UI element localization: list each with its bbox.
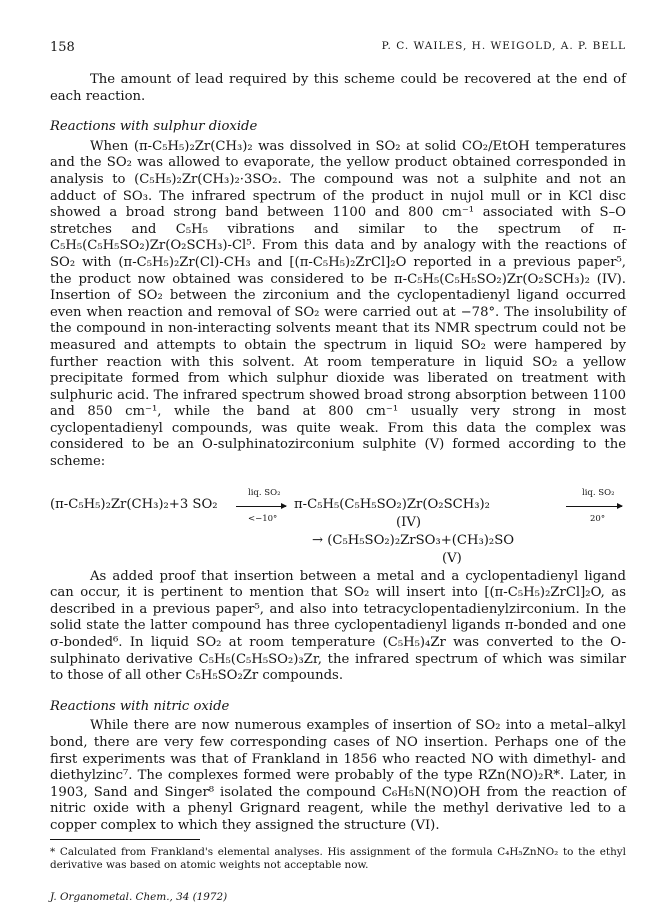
section-heading-nitric-oxide: Reactions with nitric oxide: [50, 698, 230, 714]
nitric-oxide-paragraph-1: While there are now numerous examples of insertion of SO₂ into a metal–alkyl bond, there are very few corresponding cases of NO insertion. Perhaps one of the first experiments was that of Frankland in 1856 who reacted NO with dimethyl- and diethylzinc⁷. The complexes formed were probably of the type RZn(NO)₂R*. Later, in 1903, Sand and Singer⁸ isolated the compound C₆H₅N(NO)OH from the reaction of nitric oxide with a phenyl Grignard reagent, while the methyl derivative led to a copper complex to which they assigned the structure (VI).: [50, 718, 626, 833]
reaction-scheme: [50, 477, 626, 565]
scheme-intermediate-label: (IV): [396, 514, 422, 530]
scheme-product: → (C₅H₅SO₂)₂ZrSO₃+(CH₃)₂SO: [312, 532, 515, 548]
sulphur-dioxide-paragraph-2: As added proof that insertion between a metal and a cyclopentadienyl ligand can occur, it is pertinent to mention that SO₂ will insert into [(π-C₅H₅)₂ZrCl]₂O, as described in a previous paper⁵, and also into tetracyclopentadienylzirconium. In the solid state the latter compound has three cyclopentadienyl ligands π-bonded and one σ-bonded⁶. In liquid SO₂ at room temperature (C₅H₅)₄Zr was converted to the O-sulphinato derivative C₅H₅(C₅H₅SO₂)₃Zr, the infrared spectrum of which was similar to those of all other C₅H₅SO₂Zr compounds.: [50, 568, 626, 684]
arrow2-bottom-label: 20°: [590, 513, 606, 524]
sulphur-dioxide-paragraph-1: When (π-C₅H₅)₂Zr(CH₃)₂ was dissolved in SO₂ at solid CO₂/EtOH temperatures and the SO₂ was allowed to evaporate, the yellow product obtained corresponded in analysis to (C₅H₅)₂Zr(CH₃)₂·3SO₂. The compound was not a sulphite and not an adduct of SO₃. The infrared spectrum of the product in nujol mull or in KCl disc showed a broad strong band between 1100 and 800 cm⁻¹ associated with S–O stretches and C₅H₅ vibrations and similar to the spectrum of π-C₅H₅(C₅H₅SO₂)Zr(O₂SCH₃)-Cl⁵. From this data and by analogy with the reactions of SO₂ with (π-C₅H₅)₂Zr(Cl)-CH₃ and [(π-C₅H₅)₂ZrCl]₂O reported in a previous paper⁵, the product now obtained was considered to be π-C₅H₅(C₅H₅SO₂)Zr(O₂SCH₃)₂ (IV). Insertion of SO₂ between the zirconium and the cyclopentadienyl ligand occurred even when reaction and removal of SO₂ were carried out at −78°. The insolubility of the compound in non-interacting solvents meant that its NMR spectrum could not be measured and attempts to obtain the spectrum in liquid SO₂ were hampered by further reaction with this solvent. At room temperature in liquid SO₂ a yellow precipitate formed from which sulphur dioxide was liberated on treatment with sulphuric acid. The infrared spectrum showed broad strong absorption between 1100 and 850 cm⁻¹, while the band at 800 cm⁻¹ usually very strong in most cyclopentadienyl compounds, was quite weak. From this data the complex was considered to be an O-sulphinatozirconium sulphite (V) formed according to the scheme:: [50, 138, 626, 470]
arrow2-top-label: liq. SO₂: [582, 487, 615, 498]
section-heading-sulphur-dioxide: Reactions with sulphur dioxide: [50, 119, 258, 135]
arrow1-top-label: liq. SO₂: [248, 487, 281, 498]
article-body: [50, 72, 626, 905]
intro-paragraph: The amount of lead required by this scheme could be recovered at the end of each reaction.: [50, 72, 626, 104]
journal-reference: J. Organometal. Chem., 34 (1972): [50, 890, 228, 903]
running-head-authors: P. C. WAILES, H. WEIGOLD, A. P. BELL: [381, 40, 626, 52]
reaction-arrow-2: [566, 506, 622, 507]
page-number: 158: [50, 40, 75, 55]
footnote: * Calculated from Frankland's elemental analyses. His assignment of the formula C₄H₅ZnNO₂ to the ethyl derivative was based on atomic weights not acceptable now.: [50, 845, 626, 872]
arrow1-bottom-label: <−10°: [248, 513, 278, 524]
scheme-intermediate: π-C₅H₅(C₅H₅SO₂)Zr(O₂SCH₃)₂: [294, 496, 490, 512]
scheme-product-label: (V): [442, 550, 462, 566]
footnote-divider: [50, 839, 200, 840]
reaction-arrow-1: [236, 506, 286, 507]
scheme-reactant: (π-C₅H₅)₂Zr(CH₃)₂+3 SO₂: [50, 496, 218, 512]
page-header: [50, 40, 626, 58]
